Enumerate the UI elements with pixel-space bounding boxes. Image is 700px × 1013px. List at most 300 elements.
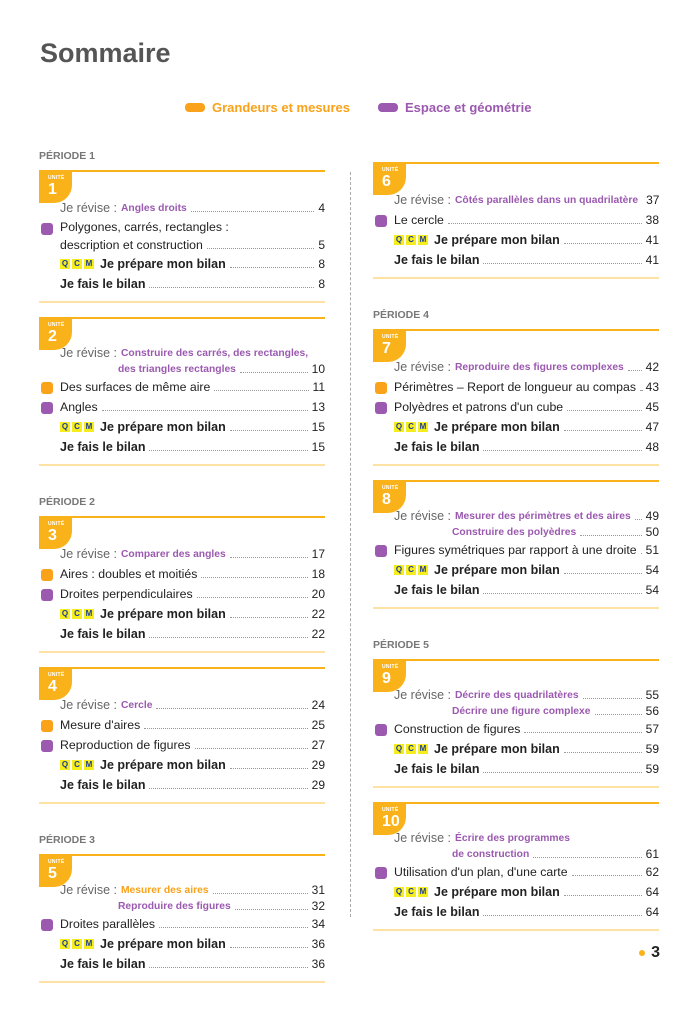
qcm-icon bbox=[60, 422, 94, 432]
page-ref[interactable]: 57 bbox=[645, 722, 659, 736]
prepare-bilan-label[interactable]: Je prépare mon bilan bbox=[100, 607, 226, 621]
page-ref[interactable]: 59 bbox=[645, 742, 659, 756]
qcm-letter: M bbox=[419, 565, 427, 574]
page-ref[interactable]: 13 bbox=[311, 400, 325, 414]
unit-label: UNITÉ bbox=[48, 175, 65, 181]
page-ref[interactable]: 20 bbox=[311, 587, 325, 601]
qcm-letter: C bbox=[72, 760, 82, 770]
revise-row[interactable] bbox=[39, 882, 325, 898]
page-ref[interactable]: 61 bbox=[645, 847, 659, 861]
dotted-leader bbox=[595, 714, 642, 715]
domain-bullet-icon bbox=[41, 569, 53, 581]
unit-9 bbox=[373, 659, 659, 788]
bilan-row[interactable] bbox=[373, 437, 659, 457]
revise-topic[interactable]: de construction bbox=[452, 848, 530, 860]
page-ref[interactable]: 32 bbox=[311, 899, 325, 913]
unit-number: 5 bbox=[48, 865, 57, 882]
lesson-row[interactable] bbox=[39, 715, 325, 735]
page-ref[interactable]: 45 bbox=[645, 400, 659, 414]
bilan-label[interactable]: Je fais le bilan bbox=[394, 440, 480, 454]
page-ref[interactable]: 4 bbox=[318, 201, 325, 215]
lesson-title[interactable]: Construction de figures bbox=[394, 722, 521, 736]
qcm-row[interactable] bbox=[373, 882, 659, 902]
revise-label: Je révise : bbox=[60, 346, 117, 360]
bilan-label[interactable]: Je fais le bilan bbox=[60, 440, 146, 454]
revise-row[interactable] bbox=[373, 508, 659, 524]
dotted-leader bbox=[156, 708, 307, 709]
page-ref[interactable]: 15 bbox=[311, 440, 325, 454]
lesson-row[interactable] bbox=[373, 719, 659, 739]
bilan-label[interactable]: Je fais le bilan bbox=[394, 253, 480, 267]
qcm-letter: C bbox=[72, 939, 82, 949]
unit-label: UNITÉ bbox=[48, 521, 65, 527]
lesson-title[interactable]: Mesure d'aires bbox=[60, 718, 141, 732]
dotted-leader bbox=[640, 390, 642, 391]
bilan-label[interactable]: Je fais le bilan bbox=[60, 627, 146, 641]
unit-number: 6 bbox=[382, 173, 391, 190]
periode-heading: PÉRIODE 2 bbox=[39, 496, 96, 508]
qcm-letter: Q bbox=[61, 422, 69, 431]
revise-label: Je révise : bbox=[394, 193, 451, 207]
qcm-letter: Q bbox=[61, 609, 69, 618]
dotted-leader bbox=[564, 243, 642, 244]
page-ref[interactable]: 11 bbox=[312, 380, 325, 394]
revise-label: Je révise : bbox=[60, 201, 117, 215]
page-ref[interactable]: 15 bbox=[311, 420, 325, 434]
unit-number: 10 bbox=[382, 813, 400, 830]
qcm-icon bbox=[394, 887, 428, 897]
page-ref[interactable]: 34 bbox=[311, 917, 325, 931]
revise-row[interactable] bbox=[39, 198, 325, 218]
dotted-leader bbox=[564, 430, 642, 431]
lesson-row[interactable] bbox=[39, 218, 325, 236]
periode-heading: PÉRIODE 4 bbox=[373, 309, 430, 321]
revise-row[interactable] bbox=[373, 703, 659, 719]
dotted-leader bbox=[483, 263, 641, 264]
revise-topic[interactable]: Comparer des angles bbox=[120, 548, 226, 560]
dotted-leader bbox=[533, 857, 641, 858]
page-ref[interactable]: 29 bbox=[311, 778, 325, 792]
page-ref[interactable]: 59 bbox=[645, 762, 659, 776]
dotted-leader bbox=[195, 748, 308, 749]
dotted-leader bbox=[230, 617, 308, 618]
periode-heading: PÉRIODE 3 bbox=[39, 834, 96, 846]
dotted-leader bbox=[580, 535, 641, 536]
qcm-letter: M bbox=[419, 235, 427, 244]
dotted-leader bbox=[102, 410, 308, 411]
unit-label: UNITÉ bbox=[382, 664, 399, 670]
lesson-row[interactable] bbox=[39, 584, 325, 604]
prepare-bilan-label[interactable]: Je prépare mon bilan bbox=[434, 233, 560, 247]
unit-number: 7 bbox=[382, 340, 391, 357]
lesson-title[interactable]: Le cercle bbox=[394, 213, 444, 227]
unit-number: 8 bbox=[382, 491, 391, 508]
qcm-letter: M bbox=[85, 939, 93, 948]
prepare-bilan-label[interactable]: Je prépare mon bilan bbox=[100, 758, 226, 772]
dotted-leader bbox=[483, 593, 641, 594]
bilan-label[interactable]: Je fais le bilan bbox=[60, 957, 146, 971]
revise-row[interactable] bbox=[39, 361, 325, 377]
unit-number: 9 bbox=[382, 670, 391, 687]
unit-1 bbox=[39, 170, 325, 303]
unit-3 bbox=[39, 516, 325, 653]
qcm-row[interactable] bbox=[39, 755, 325, 775]
unit-label: UNITÉ bbox=[382, 334, 399, 340]
page-ref[interactable]: 64 bbox=[645, 885, 659, 899]
qcm-letter: Q bbox=[395, 422, 403, 431]
bilan-row[interactable] bbox=[39, 624, 325, 644]
page-ref[interactable]: 41 bbox=[645, 253, 659, 267]
revise-topic[interactable]: Décrire des quadrilatères bbox=[454, 689, 579, 701]
lesson-title[interactable]: Angles bbox=[60, 400, 98, 414]
domain-bullet-icon bbox=[375, 402, 387, 414]
revise-topic[interactable]: des triangles rectangles bbox=[118, 363, 236, 375]
left-column bbox=[39, 150, 325, 1013]
page-ref[interactable]: 47 bbox=[645, 420, 659, 434]
revise-row[interactable] bbox=[39, 898, 325, 914]
dotted-leader bbox=[149, 450, 307, 451]
dotted-leader bbox=[483, 772, 641, 773]
lesson-title[interactable]: Droites parallèles bbox=[60, 917, 156, 931]
revise-row[interactable] bbox=[373, 524, 659, 540]
bilan-label[interactable]: Je fais le bilan bbox=[60, 277, 146, 291]
domain-bullet-icon bbox=[41, 223, 53, 235]
unit-label: UNITÉ bbox=[48, 672, 65, 678]
dotted-leader bbox=[149, 967, 307, 968]
page-ref[interactable]: 54 bbox=[645, 583, 659, 597]
domain-bullet-icon bbox=[375, 724, 387, 736]
qcm-letter: Q bbox=[395, 887, 403, 896]
dotted-leader bbox=[159, 927, 308, 928]
domain-bullet-icon bbox=[41, 919, 53, 931]
revise-label: Je révise : bbox=[60, 698, 117, 712]
revise-row[interactable] bbox=[39, 695, 325, 715]
qcm-letter: C bbox=[72, 422, 82, 432]
qcm-row[interactable] bbox=[39, 254, 325, 274]
right-column bbox=[373, 162, 659, 961]
page-title: Sommaire bbox=[40, 38, 171, 68]
legend-label: Grandeurs et mesures bbox=[212, 100, 351, 115]
dotted-leader bbox=[230, 768, 308, 769]
domain-bullet-icon bbox=[41, 740, 53, 752]
lesson-title[interactable]: Des surfaces de même aire bbox=[60, 380, 211, 394]
lesson-row[interactable] bbox=[373, 397, 659, 417]
revise-label: Je révise : bbox=[60, 547, 117, 561]
dotted-leader bbox=[149, 788, 307, 789]
lesson-row[interactable] bbox=[373, 540, 659, 560]
bilan-row[interactable] bbox=[373, 902, 659, 922]
lesson-row[interactable] bbox=[373, 862, 659, 882]
dotted-leader bbox=[207, 248, 314, 249]
bilan-label[interactable]: Je fais le bilan bbox=[394, 583, 480, 597]
revise-topic[interactable]: Mesurer des périmètres et des aires bbox=[454, 510, 631, 522]
lesson-row[interactable] bbox=[373, 377, 659, 397]
qcm-letter: C bbox=[406, 235, 416, 245]
dotted-leader bbox=[524, 732, 641, 733]
revise-row[interactable] bbox=[373, 687, 659, 703]
page-ref[interactable]: 43 bbox=[645, 380, 659, 394]
revise-topic[interactable]: Construire des polyèdres bbox=[452, 526, 577, 538]
prepare-bilan-label[interactable]: Je prépare mon bilan bbox=[100, 257, 226, 271]
revise-row[interactable] bbox=[39, 544, 325, 564]
legend-espace bbox=[378, 100, 531, 115]
unit-label: UNITÉ bbox=[48, 322, 65, 328]
page-ref[interactable]: 50 bbox=[645, 525, 659, 539]
page-ref[interactable]: 37 bbox=[646, 193, 660, 207]
qcm-letter: M bbox=[419, 887, 427, 896]
unit-number: 2 bbox=[48, 328, 57, 345]
dotted-leader bbox=[583, 698, 642, 699]
qcm-letter: Q bbox=[61, 259, 69, 268]
periode-heading: PÉRIODE 1 bbox=[39, 150, 96, 162]
domain-bullet-icon bbox=[375, 867, 387, 879]
page-ref[interactable]: 62 bbox=[645, 865, 659, 879]
prepare-bilan-label[interactable]: Je prépare mon bilan bbox=[100, 937, 226, 951]
dotted-leader bbox=[213, 893, 308, 894]
lesson-title[interactable]: Polygones, carrés, rectangles : bbox=[60, 220, 229, 234]
lesson-title[interactable]: Figures symétriques par rapport à une droite bbox=[394, 543, 637, 557]
revise-row[interactable] bbox=[373, 830, 659, 846]
qcm-letter: M bbox=[85, 259, 93, 268]
dotted-leader bbox=[201, 577, 307, 578]
dotted-leader bbox=[230, 947, 308, 948]
page-ref[interactable]: 24 bbox=[311, 698, 325, 712]
lesson-row[interactable] bbox=[39, 564, 325, 584]
revise-row[interactable] bbox=[373, 190, 659, 210]
dotted-leader bbox=[483, 450, 641, 451]
unit-10 bbox=[373, 802, 659, 931]
dot-icon bbox=[639, 950, 645, 956]
page-ref[interactable]: 22 bbox=[311, 627, 325, 641]
bilan-row[interactable] bbox=[373, 250, 659, 270]
qcm-row[interactable] bbox=[39, 604, 325, 624]
dotted-leader bbox=[641, 553, 642, 554]
qcm-letter: M bbox=[419, 744, 427, 753]
dotted-leader bbox=[149, 637, 307, 638]
revise-row[interactable] bbox=[373, 846, 659, 862]
domain-bullet-icon bbox=[375, 215, 387, 227]
page-ref[interactable]: 8 bbox=[318, 277, 325, 291]
qcm-row[interactable] bbox=[373, 739, 659, 759]
bilan-row[interactable] bbox=[373, 580, 659, 600]
prepare-bilan-label[interactable]: Je prépare mon bilan bbox=[434, 563, 560, 577]
page-number bbox=[639, 944, 660, 962]
revise-topic[interactable]: Mesurer des aires bbox=[120, 884, 209, 896]
qcm-icon bbox=[60, 939, 94, 949]
unit-6 bbox=[373, 162, 659, 279]
page-ref[interactable]: 36 bbox=[311, 957, 325, 971]
bilan-row[interactable] bbox=[39, 954, 325, 974]
qcm-letter: M bbox=[419, 422, 427, 431]
purple-swatch bbox=[378, 103, 398, 112]
bilan-row[interactable] bbox=[39, 437, 325, 457]
page-ref[interactable]: 51 bbox=[645, 543, 659, 557]
dotted-leader bbox=[564, 752, 642, 753]
revise-topic[interactable]: Décrire une figure complexe bbox=[452, 705, 591, 717]
dotted-leader bbox=[240, 372, 308, 373]
qcm-letter: Q bbox=[61, 939, 69, 948]
qcm-letter: Q bbox=[395, 744, 403, 753]
page-ref[interactable]: 31 bbox=[311, 883, 325, 897]
bilan-row[interactable] bbox=[373, 759, 659, 779]
qcm-row[interactable] bbox=[373, 417, 659, 437]
domain-bullet-icon bbox=[41, 589, 53, 601]
lesson-row[interactable] bbox=[39, 377, 325, 397]
qcm-letter: M bbox=[85, 422, 93, 431]
page-ref[interactable]: 64 bbox=[645, 905, 659, 919]
page-ref[interactable]: 42 bbox=[645, 360, 659, 374]
qcm-letter: C bbox=[406, 744, 416, 754]
lesson-title[interactable]: Utilisation d'un plan, d'une carte bbox=[394, 865, 568, 879]
revise-label: Je révise : bbox=[60, 883, 117, 897]
unit-number: 1 bbox=[48, 181, 57, 198]
unit-number: 3 bbox=[48, 527, 57, 544]
bilan-label[interactable]: Je fais le bilan bbox=[394, 762, 480, 776]
revise-label: Je révise : bbox=[394, 509, 451, 523]
dotted-leader bbox=[448, 223, 642, 224]
lesson-title[interactable]: Droites perpendiculaires bbox=[60, 587, 193, 601]
unit-2 bbox=[39, 317, 325, 466]
lesson-row[interactable] bbox=[39, 914, 325, 934]
qcm-letter: M bbox=[85, 609, 93, 618]
qcm-icon bbox=[60, 760, 94, 770]
dotted-leader bbox=[635, 519, 642, 520]
dotted-leader bbox=[564, 895, 642, 896]
revise-topic[interactable]: Construire des carrés, des rectangles, bbox=[120, 347, 309, 359]
dotted-leader bbox=[230, 267, 315, 268]
dotted-leader bbox=[572, 875, 642, 876]
bilan-label[interactable]: Je fais le bilan bbox=[394, 905, 480, 919]
bilan-label[interactable]: Je fais le bilan bbox=[60, 778, 146, 792]
page-ref[interactable]: 8 bbox=[318, 257, 325, 271]
qcm-letter: C bbox=[406, 422, 416, 432]
qcm-letter: Q bbox=[395, 565, 403, 574]
orange-swatch bbox=[185, 103, 205, 112]
qcm-letter: C bbox=[72, 609, 82, 619]
domain-bullet-icon bbox=[375, 382, 387, 394]
page-ref[interactable]: 41 bbox=[645, 233, 659, 247]
revise-label: Je révise : bbox=[394, 688, 451, 702]
domain-bullet-icon bbox=[41, 720, 53, 732]
qcm-letter: Q bbox=[395, 235, 403, 244]
legend-label: Espace et géométrie bbox=[405, 100, 532, 115]
lesson-row[interactable] bbox=[39, 236, 325, 254]
column-divider bbox=[350, 172, 351, 917]
page-ref[interactable]: 29 bbox=[311, 758, 325, 772]
qcm-icon bbox=[394, 235, 428, 245]
revise-topic[interactable]: Écrire des programmes bbox=[454, 832, 571, 844]
page-ref[interactable]: 54 bbox=[645, 563, 659, 577]
revise-row[interactable] bbox=[373, 357, 659, 377]
page-number-text: 3 bbox=[651, 944, 660, 961]
prepare-bilan-label[interactable]: Je prépare mon bilan bbox=[100, 420, 226, 434]
revise-label: Je révise : bbox=[394, 831, 451, 845]
dotted-leader bbox=[149, 287, 314, 288]
qcm-icon bbox=[394, 744, 428, 754]
dotted-leader bbox=[483, 915, 641, 916]
revise-row[interactable] bbox=[39, 345, 325, 361]
lesson-row[interactable] bbox=[373, 210, 659, 230]
lesson-title[interactable]: Reproduction de figures bbox=[60, 738, 191, 752]
page-ref[interactable]: 5 bbox=[318, 238, 325, 252]
qcm-row[interactable] bbox=[373, 230, 659, 250]
page-ref[interactable]: 27 bbox=[311, 738, 325, 752]
page-ref[interactable]: 38 bbox=[645, 213, 659, 227]
lesson-title[interactable]: Polyèdres et patrons d'un cube bbox=[394, 400, 564, 414]
bilan-row[interactable] bbox=[39, 274, 325, 294]
lesson-row[interactable] bbox=[39, 397, 325, 417]
unit-number: 4 bbox=[48, 678, 57, 695]
lesson-title[interactable]: Périmètres – Report de longueur au compas bbox=[394, 380, 636, 394]
unit-8 bbox=[373, 480, 659, 609]
dotted-leader bbox=[191, 211, 315, 212]
dotted-leader bbox=[197, 597, 308, 598]
revise-topic[interactable]: Reproduire des figures complexes bbox=[454, 361, 624, 373]
qcm-icon bbox=[394, 422, 428, 432]
dotted-leader bbox=[144, 728, 307, 729]
unit-label: UNITÉ bbox=[382, 485, 399, 491]
qcm-letter: M bbox=[85, 760, 93, 769]
dotted-leader bbox=[564, 573, 642, 574]
domain-bullet-icon bbox=[41, 402, 53, 414]
revise-topic[interactable]: Cercle bbox=[120, 699, 153, 711]
prepare-bilan-label[interactable]: Je prépare mon bilan bbox=[434, 742, 560, 756]
dotted-leader bbox=[214, 390, 308, 391]
page-ref[interactable]: 36 bbox=[311, 937, 325, 951]
lesson-title[interactable]: description et construction bbox=[60, 238, 203, 252]
revise-label: Je révise : bbox=[394, 360, 451, 374]
lesson-title[interactable]: Aires : doubles et moitiés bbox=[60, 567, 198, 581]
prepare-bilan-label[interactable]: Je prépare mon bilan bbox=[434, 885, 560, 899]
qcm-icon bbox=[60, 259, 94, 269]
domain-bullet-icon bbox=[375, 545, 387, 557]
page-ref[interactable]: 18 bbox=[311, 567, 325, 581]
lesson-row[interactable] bbox=[39, 735, 325, 755]
qcm-letter: C bbox=[406, 887, 416, 897]
qcm-row[interactable] bbox=[39, 417, 325, 437]
qcm-row[interactable] bbox=[39, 934, 325, 954]
prepare-bilan-label[interactable]: Je prépare mon bilan bbox=[434, 420, 560, 434]
revise-topic[interactable]: Angles droits bbox=[120, 202, 187, 214]
page-ref[interactable]: 17 bbox=[311, 547, 325, 561]
unit-5 bbox=[39, 854, 325, 983]
legend-grandeurs bbox=[185, 100, 350, 115]
dotted-leader bbox=[567, 410, 641, 411]
qcm-icon bbox=[60, 609, 94, 619]
periode-heading: PÉRIODE 5 bbox=[373, 639, 430, 651]
dotted-leader bbox=[230, 557, 308, 558]
page-ref[interactable]: 49 bbox=[645, 509, 659, 523]
unit-4 bbox=[39, 667, 325, 804]
dotted-leader bbox=[628, 370, 642, 371]
qcm-row[interactable] bbox=[373, 560, 659, 580]
revise-topic[interactable]: Côtés parallèles dans un quadrilatère bbox=[454, 194, 639, 206]
page-ref[interactable]: 48 bbox=[645, 440, 659, 454]
unit-label: UNITÉ bbox=[48, 859, 65, 865]
page-ref[interactable]: 56 bbox=[645, 704, 659, 718]
revise-topic[interactable]: Reproduire des figures bbox=[118, 900, 231, 912]
qcm-letter: Q bbox=[61, 760, 69, 769]
qcm-icon bbox=[394, 565, 428, 575]
page-ref[interactable]: 55 bbox=[645, 688, 659, 702]
bilan-row[interactable] bbox=[39, 775, 325, 795]
page-ref[interactable]: 22 bbox=[311, 607, 325, 621]
dotted-leader bbox=[230, 430, 308, 431]
page-ref[interactable]: 10 bbox=[311, 362, 325, 376]
unit-7 bbox=[373, 329, 659, 466]
page-ref[interactable]: 25 bbox=[311, 718, 325, 732]
qcm-letter: C bbox=[72, 259, 82, 269]
